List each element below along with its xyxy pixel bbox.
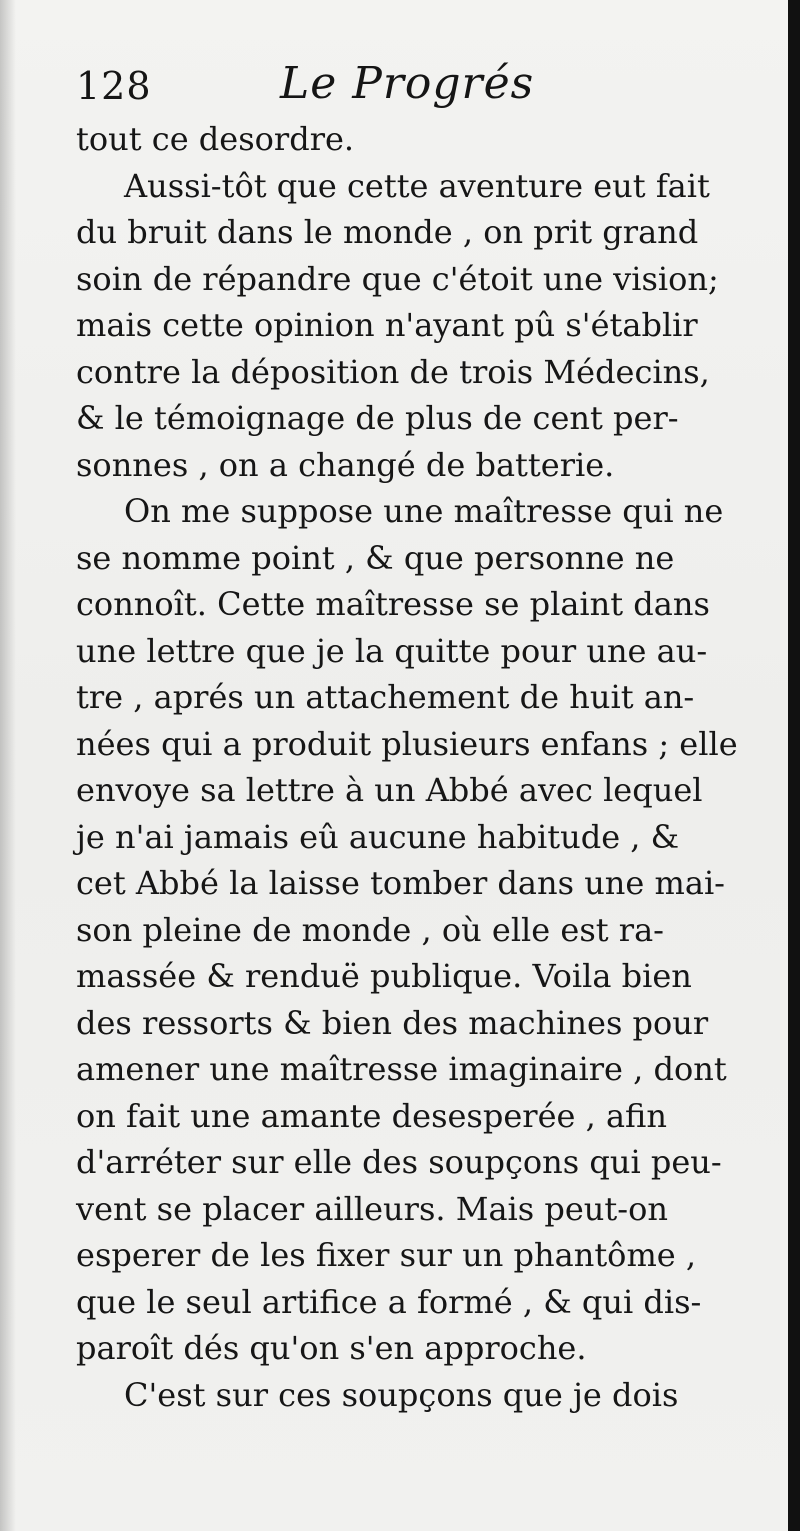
text-line: vent se placer ailleurs. Mais peut-on <box>76 1189 668 1228</box>
text-line: amener une maîtresse imaginaire , dont <box>76 1050 727 1088</box>
paragraph-first-line: C'est sur ces soupçons que je dois <box>124 1375 679 1414</box>
paragraph-first-line: Aussi-tôt que cette aventure eut fait <box>124 166 710 205</box>
text-line: se nomme point , & que personne ne <box>76 538 675 577</box>
text-line: je n'ai jamais eû aucune habitude , & <box>76 817 680 856</box>
text-line: des ressorts & bien des machines pour <box>76 1003 709 1042</box>
page-number: 128 <box>76 64 152 108</box>
spine-shadow <box>0 0 16 1531</box>
text-line: & le témoignage de plus de cent per- <box>76 399 679 437</box>
text-line: sonnes , on a changé de batterie. <box>76 445 615 484</box>
text-line: une lettre que je la quitte pour une au- <box>76 631 708 670</box>
text-line: tre , aprés un attachement de huit an- <box>76 678 695 716</box>
text-line: son pleine de monde , où elle est ra- <box>76 910 664 949</box>
text-line: massée & renduë publique. Voila bien <box>76 957 692 995</box>
text-line: envoye sa lettre à un Abbé avec lequel <box>76 771 703 809</box>
text-line: nées qui a produit plusieurs enfans ; elle <box>76 724 738 763</box>
text-line: du bruit dans le monde , on prit grand <box>76 213 699 251</box>
text-line: cet Abbé la laisse tomber dans une mai- <box>76 864 725 902</box>
text-line: mais cette opinion n'ayant pû s'établir <box>76 306 698 344</box>
text-line: d'arréter sur elle des soupçons qui peu- <box>76 1143 722 1181</box>
text-line: esperer de les fixer sur un phantôme , <box>76 1236 697 1274</box>
page-edge-shadow <box>788 0 800 1531</box>
paragraph-first-line: On me suppose une maîtresse qui ne <box>124 492 724 530</box>
text-line: on fait une amante desesperée , afin <box>76 1096 667 1135</box>
text-line: que le seul artifice a formé , & qui dis- <box>76 1282 702 1321</box>
text-line: tout ce desordre. <box>76 120 355 158</box>
text-line: contre la déposition de trois Médecins, <box>76 352 710 391</box>
running-title: Le Progrés <box>280 58 535 109</box>
text-line: soin de répandre que c'étoit une vision; <box>76 259 719 298</box>
text-line: connoît. Cette maîtresse se plaint dans <box>76 585 710 623</box>
page-text <box>76 116 766 1418</box>
text-line: paroît dés qu'on s'en approche. <box>76 1329 587 1367</box>
page-header <box>76 48 756 118</box>
